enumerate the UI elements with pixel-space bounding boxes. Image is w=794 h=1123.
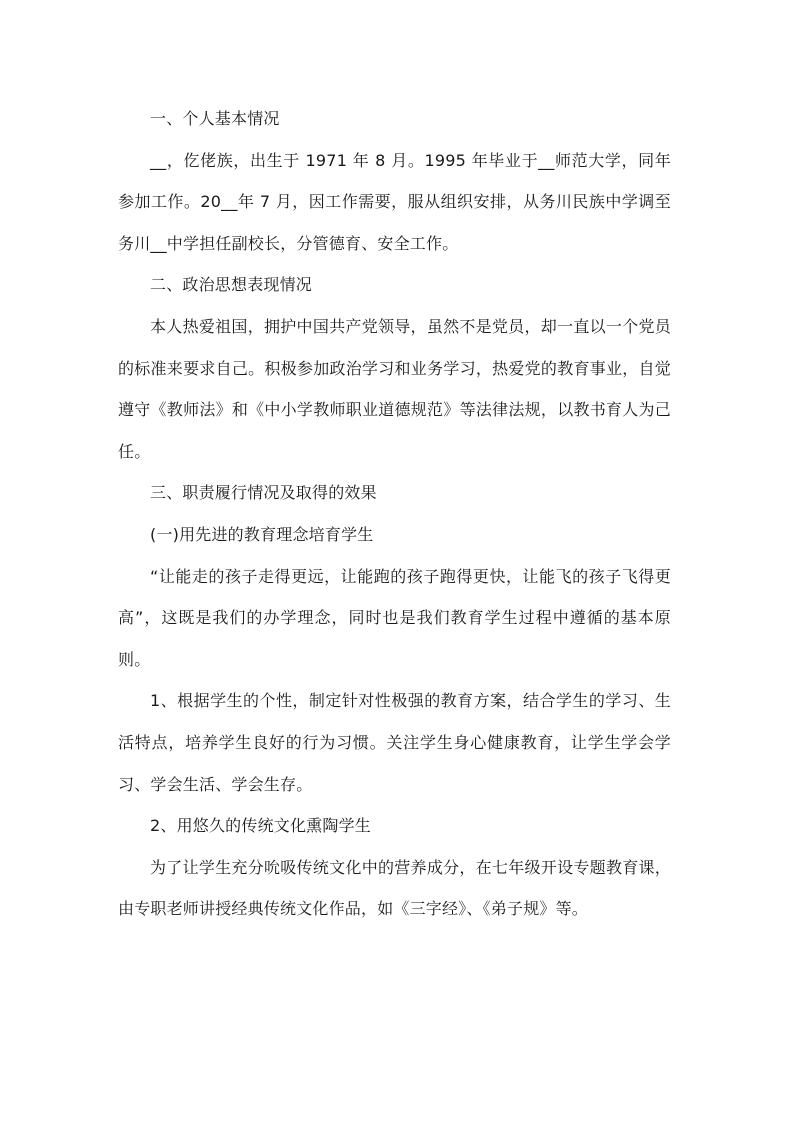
paragraph-education-concept: “让能走的孩子走得更远，让能跑的孩子跑得更快，让能飞的孩子飞得更高”，这既是我们的办学理念，同时也是我们教育学生过程中遵循的基本原则。 <box>118 566 671 669</box>
subsection-heading-education-concept: (一)用先进的教育理念培育学生 <box>150 524 374 544</box>
section-heading-duties: 三、职责履行情况及取得的效果 <box>150 483 377 503</box>
paragraph-traditional-culture: 为了让学生充分吮吸传统文化中的营养成分，在七年级开设专题教育课，由专职老师讲授经典传统文化作品，如《三字经》、《弟子规》等。 <box>118 857 671 919</box>
subsection-heading-traditional-culture: 2、用悠久的传统文化熏陶学生 <box>150 816 371 836</box>
paragraph-personal-info: __，仡佬族，出生于 1971 年 8 月。1995 年毕业于__师范大学，同年参加工作。20__年 7 月，因工作需要，服从组织安排，从务川民族中学调至务川__中学担任副校长，分管德育、安全工作。 <box>118 150 671 253</box>
document-body <box>118 98 671 930</box>
paragraph-political: 本人热爱祖国，拥护中国共产党领导，虽然不是党员，却一直以一个党员的标准来要求自己。积极参加政治学习和业务学习，热爱党的教育事业，自觉遵守《教师法》和《中小学教师职业道德规范》等法律法规，以教书育人为己任。 <box>118 316 671 461</box>
section-heading-political: 二、政治思想表现情况 <box>150 275 313 295</box>
section-heading-personal-info: 一、个人基本情况 <box>150 109 280 128</box>
paragraph-individual-plan: 1、根据学生的个性，制定针对性极强的教育方案，结合学生的学习、生活特点，培养学生良好的行为习惯。关注学生身心健康教育，让学生学会学习、学会生活、学会生存。 <box>118 691 671 794</box>
